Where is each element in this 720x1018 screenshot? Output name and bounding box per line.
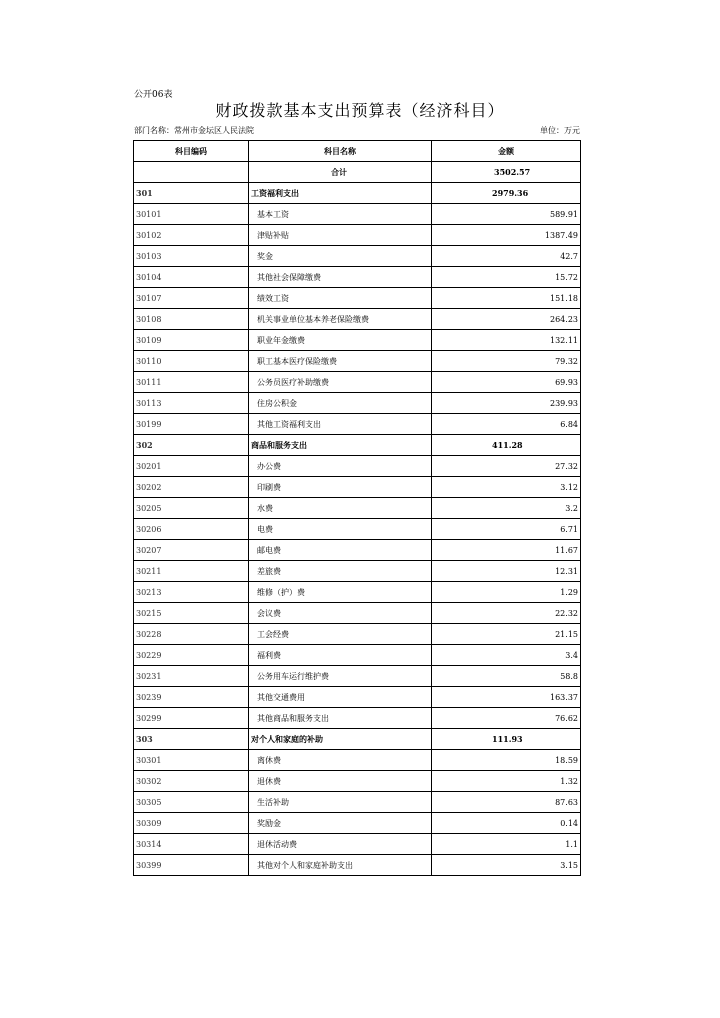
row-code: 301 (134, 183, 249, 204)
row-code: 30101 (134, 204, 249, 225)
total-amount: 3502.57 (432, 162, 581, 183)
row-amount: 69.93 (432, 372, 581, 393)
row-code: 30205 (134, 498, 249, 519)
row-amount: 1.32 (432, 771, 581, 792)
row-name: 奖励金 (249, 813, 432, 834)
table-row (134, 498, 581, 519)
category-row (134, 435, 581, 456)
row-code: 30211 (134, 561, 249, 582)
row-code: 30111 (134, 372, 249, 393)
row-name: 离休费 (249, 750, 432, 771)
row-name: 公务用车运行维护费 (249, 666, 432, 687)
header-name: 科目名称 (249, 141, 432, 162)
table-row (134, 645, 581, 666)
row-name: 职工基本医疗保险缴费 (249, 351, 432, 372)
row-amount: 27.32 (432, 456, 581, 477)
row-name: 工资福利支出 (249, 183, 432, 204)
row-amount: 264.23 (432, 309, 581, 330)
row-name: 公务员医疗补助缴费 (249, 372, 432, 393)
row-amount: 11.67 (432, 540, 581, 561)
table-row (134, 750, 581, 771)
form-number: 公开06表 (134, 90, 173, 100)
row-code: 30314 (134, 834, 249, 855)
table-row (134, 603, 581, 624)
row-name: 住房公积金 (249, 393, 432, 414)
row-code: 30309 (134, 813, 249, 834)
row-name: 工会经费 (249, 624, 432, 645)
table-row (134, 330, 581, 351)
row-amount: 1.29 (432, 582, 581, 603)
table-row (134, 246, 581, 267)
table-row (134, 708, 581, 729)
row-amount: 6.71 (432, 519, 581, 540)
row-code: 30199 (134, 414, 249, 435)
table-row (134, 414, 581, 435)
row-amount: 6.84 (432, 414, 581, 435)
row-name: 基本工资 (249, 204, 432, 225)
table-row (134, 771, 581, 792)
row-amount: 3.12 (432, 477, 581, 498)
department-name: 部门名称：常州市金坛区人民法院 (134, 126, 254, 135)
row-code: 30215 (134, 603, 249, 624)
row-code: 30302 (134, 771, 249, 792)
row-code: 30399 (134, 855, 249, 876)
row-code: 30207 (134, 540, 249, 561)
row-name: 退休费 (249, 771, 432, 792)
row-amount: 3.15 (432, 855, 581, 876)
row-name: 津贴补贴 (249, 225, 432, 246)
row-amount: 22.32 (432, 603, 581, 624)
table-row (134, 813, 581, 834)
row-code: 30299 (134, 708, 249, 729)
page-title: 财政拨款基本支出预算表（经济科目） (215, 101, 505, 120)
row-name: 其他社会保障缴费 (249, 267, 432, 288)
table-row (134, 834, 581, 855)
table-row (134, 288, 581, 309)
row-name: 邮电费 (249, 540, 432, 561)
table-row (134, 456, 581, 477)
row-amount: 12.31 (432, 561, 581, 582)
row-name: 对个人和家庭的补助 (249, 729, 432, 750)
row-amount: 42.7 (432, 246, 581, 267)
budget-table (133, 140, 581, 876)
row-code: 302 (134, 435, 249, 456)
row-code: 30301 (134, 750, 249, 771)
row-amount: 87.63 (432, 792, 581, 813)
row-amount: 411.28 (432, 435, 581, 456)
row-name: 绩效工资 (249, 288, 432, 309)
row-code: 30305 (134, 792, 249, 813)
row-amount: 111.93 (432, 729, 581, 750)
row-amount: 589.91 (432, 204, 581, 225)
row-code: 30104 (134, 267, 249, 288)
row-amount: 58.8 (432, 666, 581, 687)
table-row (134, 372, 581, 393)
row-name: 其他对个人和家庭补助支出 (249, 855, 432, 876)
header-amount: 金额 (432, 141, 581, 162)
row-amount: 2979.36 (432, 183, 581, 204)
row-code: 30206 (134, 519, 249, 540)
row-name: 办公费 (249, 456, 432, 477)
row-name: 会议费 (249, 603, 432, 624)
row-amount: 76.62 (432, 708, 581, 729)
row-name: 机关事业单位基本养老保险缴费 (249, 309, 432, 330)
table-row (134, 624, 581, 645)
row-name: 生活补助 (249, 792, 432, 813)
table-row (134, 309, 581, 330)
row-code: 30201 (134, 456, 249, 477)
row-name: 电费 (249, 519, 432, 540)
row-name: 维修（护）费 (249, 582, 432, 603)
row-amount: 18.59 (432, 750, 581, 771)
row-code: 30239 (134, 687, 249, 708)
row-amount: 15.72 (432, 267, 581, 288)
row-name: 福利费 (249, 645, 432, 666)
category-row (134, 729, 581, 750)
row-code: 30103 (134, 246, 249, 267)
row-amount: 21.15 (432, 624, 581, 645)
row-code: 30202 (134, 477, 249, 498)
row-amount: 79.32 (432, 351, 581, 372)
row-code: 30228 (134, 624, 249, 645)
row-code: 30113 (134, 393, 249, 414)
table-row (134, 582, 581, 603)
row-amount: 3.4 (432, 645, 581, 666)
row-code: 30231 (134, 666, 249, 687)
row-code: 30107 (134, 288, 249, 309)
row-name: 差旅费 (249, 561, 432, 582)
unit-label: 单位：万元 (540, 126, 580, 135)
row-amount: 1387.49 (432, 225, 581, 246)
table-row (134, 855, 581, 876)
row-name: 其他交通费用 (249, 687, 432, 708)
row-code: 30102 (134, 225, 249, 246)
table-row (134, 393, 581, 414)
table-header-row (134, 141, 581, 162)
row-amount: 239.93 (432, 393, 581, 414)
row-amount: 0.14 (432, 813, 581, 834)
header-code: 科目编码 (134, 141, 249, 162)
row-code: 30110 (134, 351, 249, 372)
row-code: 303 (134, 729, 249, 750)
table-row (134, 666, 581, 687)
total-label: 合计 (249, 162, 432, 183)
row-code: 30108 (134, 309, 249, 330)
row-code: 30109 (134, 330, 249, 351)
row-name: 印刷费 (249, 477, 432, 498)
table-row (134, 540, 581, 561)
table-row (134, 225, 581, 246)
row-code: 30229 (134, 645, 249, 666)
row-name: 水费 (249, 498, 432, 519)
row-name: 奖金 (249, 246, 432, 267)
row-name: 退休活动费 (249, 834, 432, 855)
row-amount: 1.1 (432, 834, 581, 855)
row-amount: 132.11 (432, 330, 581, 351)
total-row (134, 162, 581, 183)
row-name: 其他工资福利支出 (249, 414, 432, 435)
table-row (134, 477, 581, 498)
table-row (134, 204, 581, 225)
table-row (134, 351, 581, 372)
row-amount: 151.18 (432, 288, 581, 309)
table-row (134, 687, 581, 708)
table-row (134, 267, 581, 288)
row-amount: 3.2 (432, 498, 581, 519)
table-row (134, 792, 581, 813)
row-name: 职业年金缴费 (249, 330, 432, 351)
table-row (134, 519, 581, 540)
category-row (134, 183, 581, 204)
row-name: 其他商品和服务支出 (249, 708, 432, 729)
total-code-cell (134, 162, 249, 183)
row-code: 30213 (134, 582, 249, 603)
table-row (134, 561, 581, 582)
row-name: 商品和服务支出 (249, 435, 432, 456)
row-amount: 163.37 (432, 687, 581, 708)
